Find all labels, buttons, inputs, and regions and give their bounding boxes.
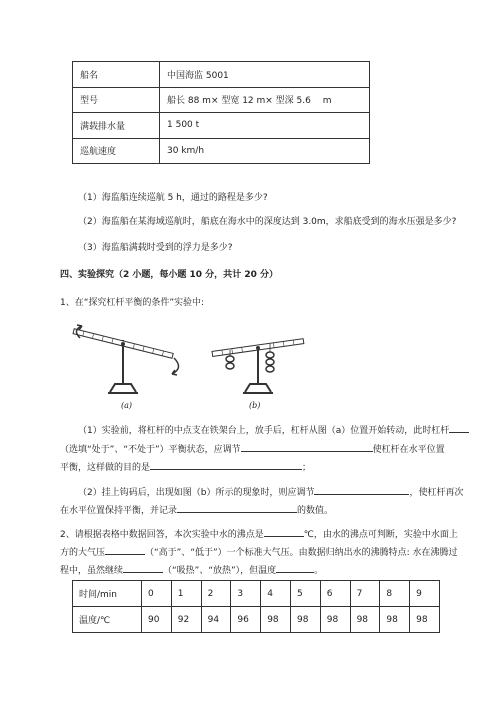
ship-spec-table — [72, 61, 370, 164]
temperature-header: 温度/℃ — [73, 607, 142, 633]
exp1-text: （1）实验前，将杠杆的中点支在铁架台上，放手后，杠杆从图（a）位置开始转动，此时杠杆 — [78, 426, 450, 436]
temperature-cell: 94 — [201, 607, 231, 633]
time-cell: 1 — [171, 581, 201, 607]
blank — [177, 503, 297, 513]
temperature-cell: 98 — [320, 607, 350, 633]
spec-row — [73, 87, 370, 113]
exp1-text: 的数值。 — [297, 506, 334, 516]
exp2-text: ℃，由水的沸点可判断，实验中水面上 — [303, 530, 458, 540]
exp1-text: ，使杠杆再次 — [409, 488, 464, 498]
temperature-cell: 98 — [261, 607, 291, 633]
spec-label: 船名 — [73, 62, 160, 88]
blank — [105, 545, 145, 555]
temperature-cell: 92 — [171, 607, 201, 633]
spec-label: 型号 — [73, 87, 160, 113]
temperature-cell: 98 — [410, 607, 440, 633]
blank — [314, 485, 409, 495]
time-cell: 4 — [261, 581, 291, 607]
time-cell: 0 — [142, 581, 172, 607]
time-cell: 7 — [350, 581, 380, 607]
spec-row — [73, 62, 370, 88]
spec-label: 满载排水量 — [73, 113, 160, 139]
spec-label: 巡航速度 — [73, 138, 160, 164]
blank — [241, 442, 373, 452]
figure-b-label: (b) — [249, 401, 261, 410]
blank — [276, 563, 314, 573]
exp2-line-2 — [60, 545, 458, 558]
figure-a-label: (a) — [121, 401, 133, 410]
exp2-line-3 — [60, 563, 323, 576]
exp1-text: ； — [302, 463, 312, 473]
question-1: （1）海监船连续巡航 5 h，通过的路程是多少? — [78, 193, 268, 203]
time-cell: 3 — [231, 581, 261, 607]
exp1-text: 平衡，这样做的目的是 — [60, 463, 151, 473]
blank — [150, 460, 302, 470]
temperature-cell: 90 — [142, 607, 172, 633]
time-cell: 9 — [410, 581, 440, 607]
exp1-paragraph-2-line-2 — [60, 503, 333, 516]
spec-value: 船长 88 m× 型宽 12 m× 型深 5.6 m — [160, 87, 370, 113]
time-cell: 5 — [290, 581, 320, 607]
exp1-paragraph-2-line-1 — [78, 485, 463, 498]
exp2-text: （“吸热”、“放热”），但温度 — [163, 566, 277, 576]
boiling-data-table — [72, 580, 440, 633]
exp1-text: 在水平位置保持平衡，并记录 — [60, 506, 178, 516]
temperature-cell: 96 — [231, 607, 261, 633]
time-row — [73, 581, 440, 607]
exp1-text: （选填“处于”、“不处于”）平衡状态，应调节 — [60, 445, 241, 455]
exp2-line-1 — [60, 527, 458, 540]
time-cell: 6 — [320, 581, 350, 607]
exp1-paragraph-1-line-2 — [60, 442, 445, 455]
temperature-cell: 98 — [350, 607, 380, 633]
blank — [123, 563, 163, 573]
experiment-1-title: 1、在“探究杠杆平衡的条件”实验中: — [60, 298, 205, 308]
exp2-text: 。 — [314, 566, 324, 576]
exp2-text: 2、请根据表格中数据回答，本次实验中水的沸点是 — [60, 530, 264, 540]
blank — [264, 527, 304, 537]
exp1-text: 使杠杆在水平位置 — [372, 445, 445, 455]
spec-value: 30 km/h — [160, 138, 370, 164]
spec-row — [73, 138, 370, 164]
time-header: 时间/min — [73, 581, 142, 607]
section-title: 四、实验探究（2 小题，每小题 10 分，共计 20 分） — [60, 270, 278, 280]
spec-row — [73, 113, 370, 139]
time-cell: 8 — [380, 581, 410, 607]
temperature-row — [73, 607, 440, 633]
spec-value: 1 500 t — [160, 113, 370, 139]
blank — [449, 423, 469, 433]
exp1-paragraph-1-line-1 — [78, 423, 469, 436]
exp1-paragraph-1-line-3 — [60, 460, 311, 473]
temperature-cell: 98 — [290, 607, 320, 633]
question-3: （3）海监船满载时受到的浮力是多少? — [78, 243, 233, 253]
question-2: （2）海监船在某海域巡航时，船底在海水中的深度达到 3.0m，求船底受到的海水压强是多少? — [78, 217, 457, 227]
lever-figure-a — [62, 318, 192, 398]
exp1-text: （2）挂上钩码后，出现如图（b）所示的现象时，则应调节 — [78, 488, 315, 498]
exp2-text: （“高于”、“低于”）一个标准大气压。由数据归纳出水的沸腾特点: 水在沸腾过 — [145, 548, 458, 558]
time-cell: 2 — [201, 581, 231, 607]
exp2-text: 程中，虽然继续 — [60, 566, 124, 576]
lever-figure-b — [208, 318, 318, 398]
exp2-text: 方的大气压 — [60, 548, 106, 558]
spec-value: 中国海监 5001 — [160, 62, 370, 88]
temperature-cell: 98 — [380, 607, 410, 633]
